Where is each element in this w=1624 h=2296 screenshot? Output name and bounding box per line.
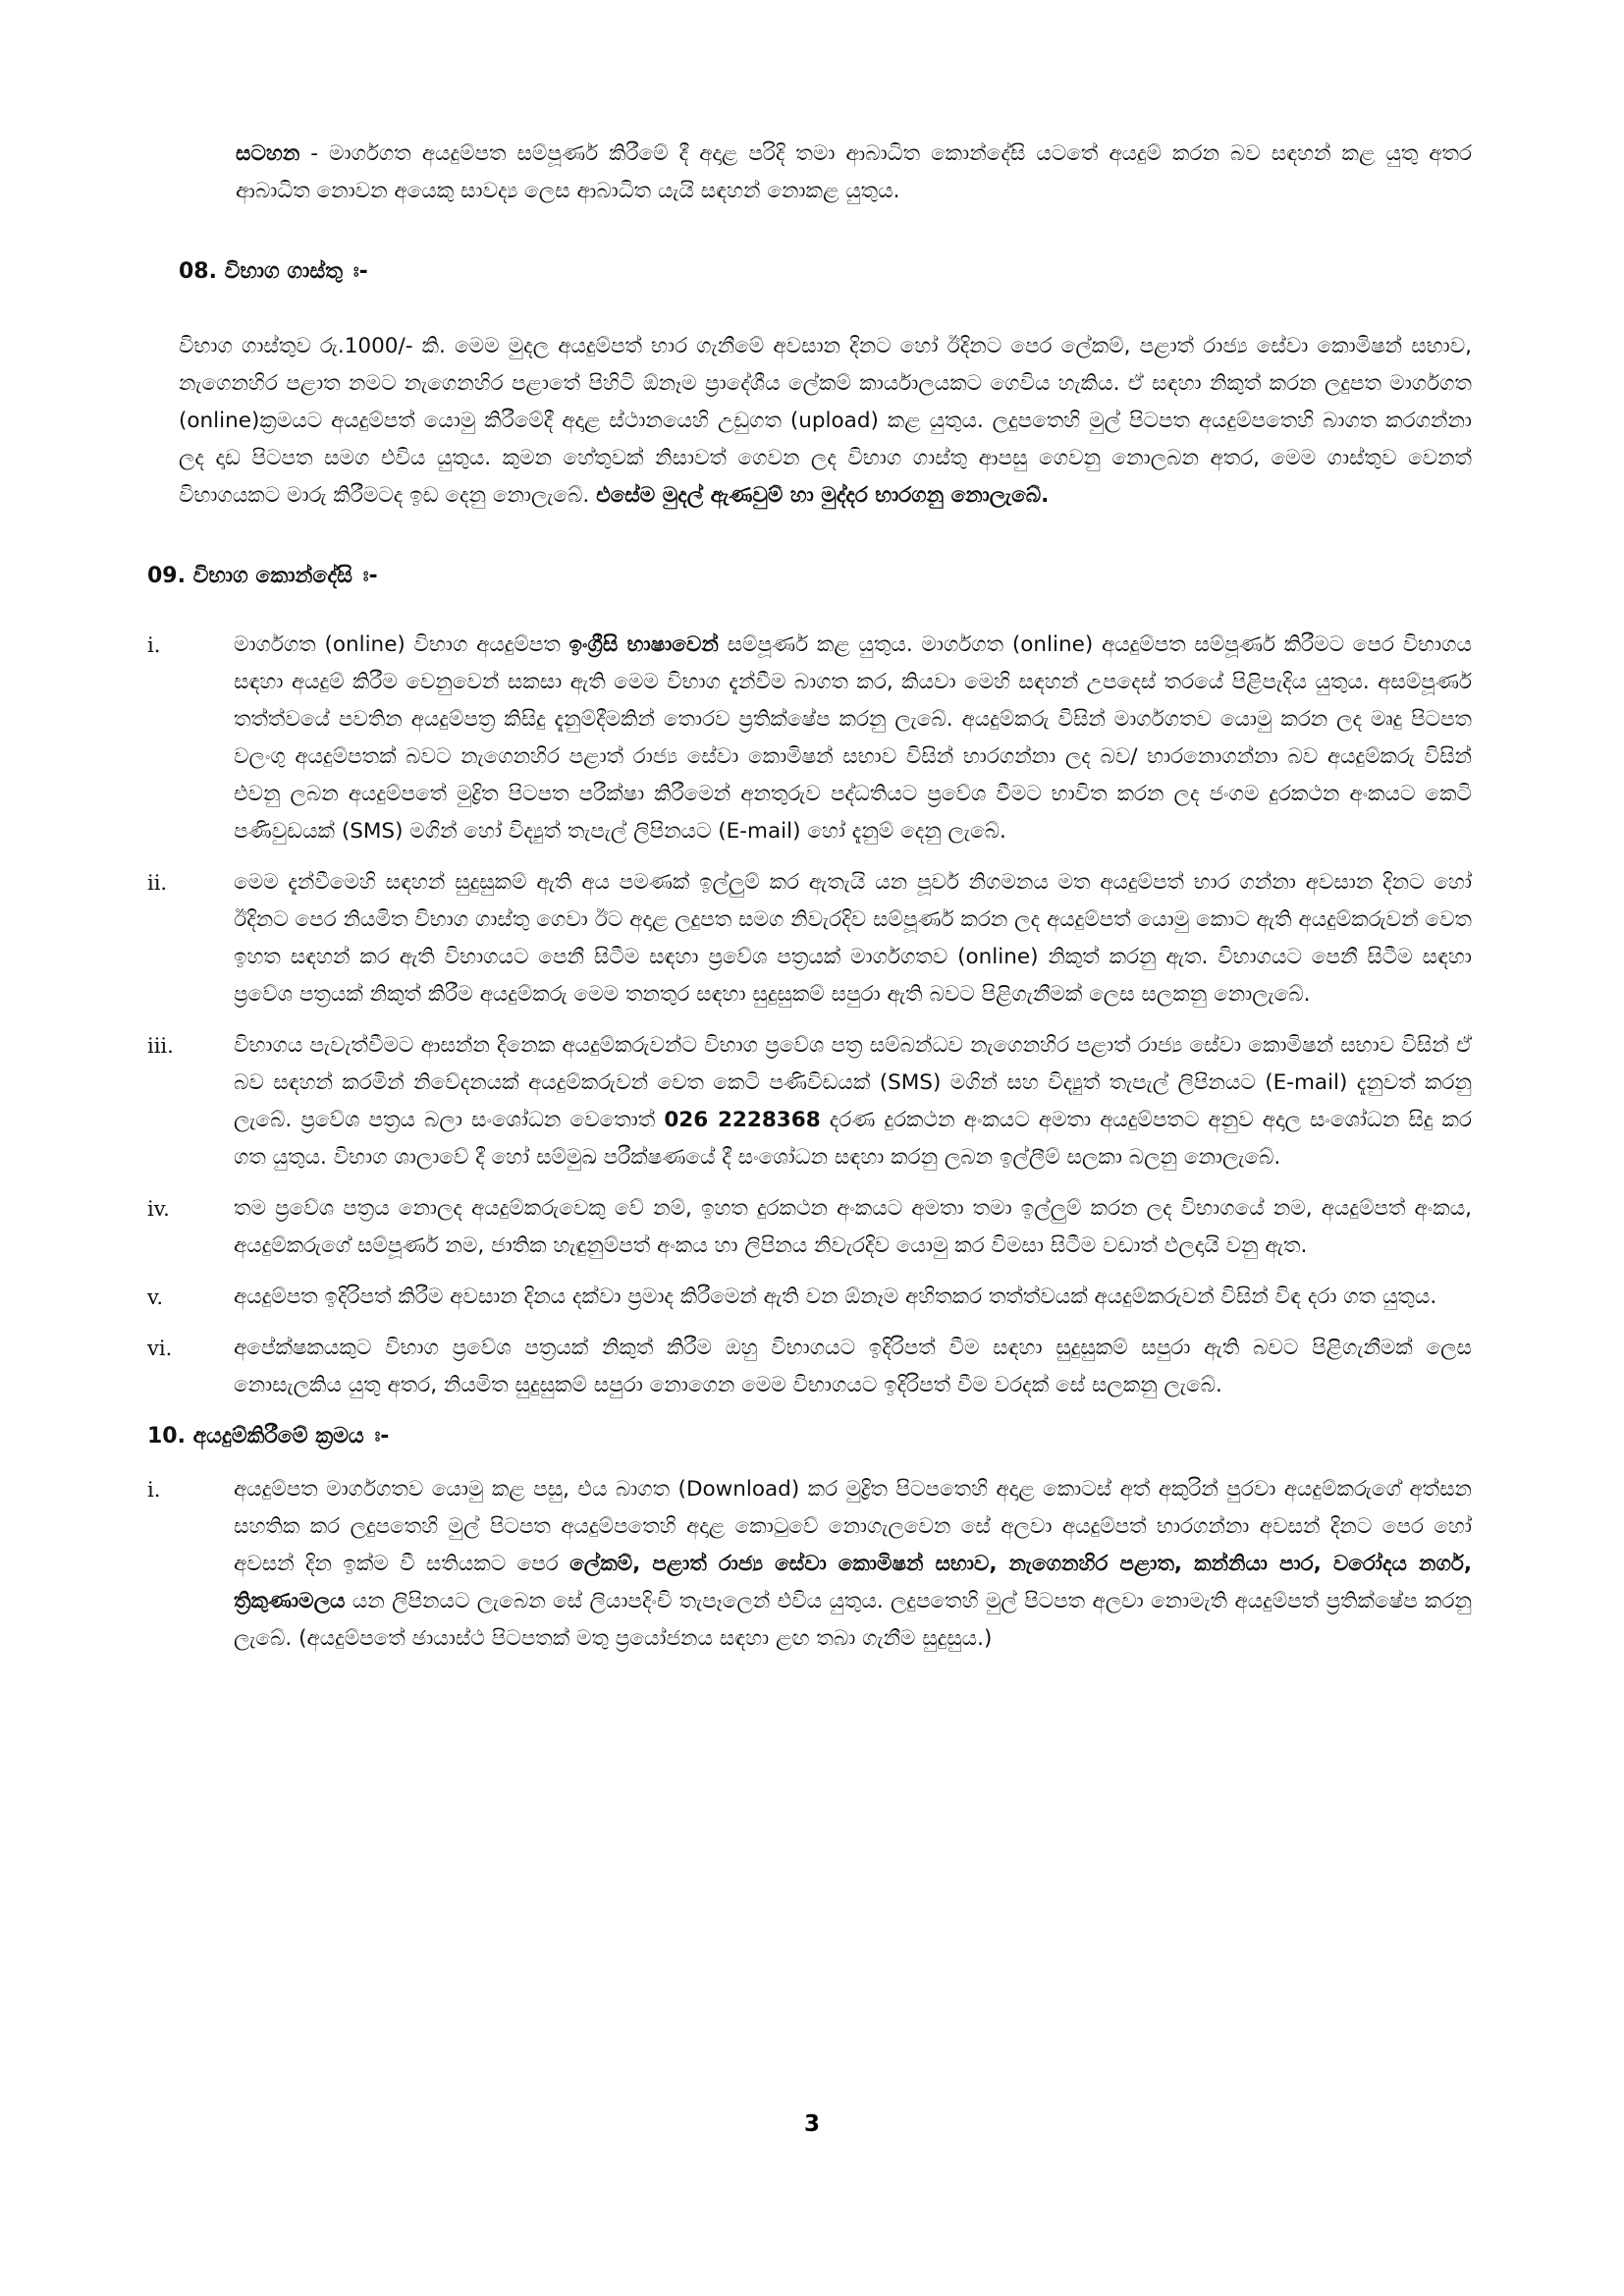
note-label: සටහන (236, 141, 300, 166)
section-10-list (147, 1471, 1472, 1658)
list-item-text: විභාගය පැවැත්වීමට ආසන්න දිනෙක අයදුම්කරුවන්ට විභාග ප්‍රවේශ පත්‍ර සම්බන්ධව නැගෙනහිර පළාත් රාජ්‍ය සේවා කොමිෂන් සභාව විසින් ඒ බව සඳහන් කරමින් නිවේදනයක් අයදුම්කරුවන් වෙත කෙටි පණිවිඩයක් (SMS) මගින් සහ විද්‍යුත් තැපැල් ලිපිනයට (E-mail) දැනුවත් කරනු ලැබේ. ප්‍රවේශ පත්‍රය බලා සංශෝධන වෙතොත් 026 2228368 දරණ දුරකථන අංකයට අමතා අයදුම්පතට අනුව අදාල සංශෝධන සිදු කර ගත යුතුය. විභාග ශාලාවේ දී හෝ සම්මුඛ පරීක්ෂණයේ දී සංශෝධන සඳහා කරනු ලබන ඉල්ලීම් සලකා බලනු නොලැබේ. (234, 1033, 1472, 1170)
list-item-number: v. (147, 1285, 164, 1309)
section-08-body (179, 328, 1472, 515)
list-item-number: vi. (147, 1337, 173, 1360)
list-item (147, 1330, 1472, 1404)
section-08-heading: 08. විභාග ගාස්තු ඃ- (179, 259, 368, 284)
list-item (147, 864, 1472, 1013)
list-item-number: i. (147, 1478, 161, 1502)
list-item (147, 1471, 1472, 1658)
section-10-heading: 10. අයදුම්කිරීමේ ක්‍රමය ඃ- (147, 1424, 390, 1449)
disability-note (236, 136, 1472, 210)
list-item-text: අයදුම්පත මාර්ගගතව යොමු කළ පසු, එය බාගත (Download) කර මුද්‍රිත පිටපතෙහි අදාළ කොටස් අත් අකුරින් පුරවා අයදුම්කරුගේ අත්සන සහතික කර ලදුපතෙහි මුල් පිටපත අයදුම්පතෙහි අදාළ කොටුවේ නොගැලවෙන සේ අලවා අයදුම්පත් භාරගන්නා අවසන් දිනට පෙර හෝ අවසන් දින ඉක්ම වී සතියකට පෙර ලේකම්, පළාත් රාජ්‍ය සේවා කොමිෂන් සභාව, නැගෙනහිර පළාත, කන්නියා පාර, වරෝදය නගර්, ත්‍රිකුණාමලය යන ලිපිනයට ලැබෙන සේ ලියාපදිංචි තැපෑලෙන් එවිය යුතුය. ලදුපතෙහි මුල් පිටපත අලවා නොමැති අයදුම්පත් ප්‍රතික්ෂේප කරනු ලැබේ. (අයදුම්පතේ ඡායාස්ථ පිටපතක් මතු ප්‍රයෝජනය සඳහා ළඟ තබා ගැනීම සුදුසුය.) (234, 1477, 1472, 1651)
list-item-text: මෙම දැන්වීමෙහි සඳහන් සුදුසුකම් ඇති අය පමණක් ඉල්ලුම් කර ඇතැයි යන පූර්ව නිගමනය මත අයදුම්පත් භාර ගන්නා අවසාන දිනට හෝ ඊදිනට පෙර නියමිත විභාග ගාස්තු ගෙවා ඊට අදාළ ලදුපත සමග නිවැරදිව සම්පූර්ණ කරන ලද අයදුම්පත් යොමු කොට ඇති අයදුම්කරුවන් වෙත ඉහත සඳහන් කර ඇති විභාගයට පෙනී සිටීම සඳහා ප්‍රවේශ පත්‍රයක් මාර්ගගතව (online) නිකුත් කරනු ඇත. විභාගයට පෙනී සිටීම සඳහා ප්‍රවේශ පත්‍රයක් නිකුත් කිරීම අයදුම්කරු මෙම තනතුර සඳහා සුදුසුකම් සපුරා ඇති බවට පිළිගැනීමක් ලෙස සලකනු නොලැබේ. (234, 870, 1472, 1007)
fee-text: විභාග ගාස්තුව රු.1000/- කි. මෙම මුදල අයදුම්පත් භාර ගැනීමේ අවසාන දිනට හෝ ඊදිනට පෙර ලේකම්, පළාත් රාජ්‍ය සේවා කොමිෂන් සභාව, නැගෙනහිර පළාත නමට නැගෙනහිර පළාතේ පිහිටි ඕනෑම ප්‍රාදේශීය ලේකම් කාර්යාලයකට ගෙවිය හැකිය. ඒ සඳහා නිකුත් කරන ලදුපත මාර්ගගත (online)ක්‍රමයට අයදුම්පත් යොමු කිරීමේදී අදාළ ස්ථානයෙහි උඩුගත (upload) කළ යුතුය. ලදුපතෙහි මුල් පිටපත අයදුම්පතෙහි බාගත කරගන්නා ලද දෘඩ පිටපත සමග එවිය යුතුය. කුමන හේතුවක් නිසාවත් ගෙවන ලද විභාග ගාස්තු ආපසු ගෙවනු නොලබන අතර, මෙම ගාස්තුව වෙනත් විභාගයකට මාරු කිරීමටද ඉඩ දෙනු නොලැබේ. (179, 334, 1472, 508)
fee-bold-text: එසේම මුදල් ඇණවුම් හා මුද්දර භාරගනු නොලැබේ. (596, 483, 1050, 508)
list-item-number: iv. (147, 1197, 170, 1221)
list-item (147, 1027, 1472, 1176)
list-item-text: මාර්ගගත (online) විභාග අයදුම්පත ඉංග්‍රීසි භාෂාවෙන් සම්පූර්ණ කළ යුතුය. මාර්ගගත (online) අයදුම්පත සම්පූර්ණ කිරීමට පෙර විභාගය සඳහා අයදුම් කිරීම වෙනුවෙන් සකසා ඇති මෙම විභාග දැන්වීම බාගත කර, කියවා මෙහි සඳහන් උපදෙස් තරයේ පිළිපැදිය යුතුය. අසම්පූර්ණ තත්ත්වයේ පවතින අයදුම්පත්‍ර කිසිදු දැනුම්දීමකින් තොරව ප්‍රතික්ෂේප කරනු ලැබේ. අයදුම්කරු විසින් මාර්ගගතව යොමු කරන ලද මෘදු පිටපත වලංගු අයදුම්පතක් බවට නැගෙනහිර පළාත් රාජ්‍ය සේවා කොමිෂන් සභාව විසින් භාරගන්නා ලද බව/ භාරනොගන්නා බව අයදුම්කරු විසින් එවනු ලබන අයදුම්පතේ මුද්‍රිත පිටපත පරීක්ෂා කිරීමෙන් අනතුරුව පද්ධතියට ප්‍රවේශ වීමට භාවිත කරන ලද ජංගම දුරකථන අංකයට කෙටි පණිවුඩයක් (SMS) මගින් හෝ විද්‍යුත් තැපැල් ලිපිනයට (E-mail) හෝ දැනුම් දෙනු ලැබේ. (234, 632, 1472, 844)
list-item-number: iii. (147, 1034, 174, 1058)
list-item (147, 1279, 1472, 1316)
note-text: - මාර්ගගත අයදුම්පත සම්පූර්ණ කිරීමේ දී අදාළ පරිදි තමා ආබාධිත කොන්දේසි යටතේ අයදුම් කරන බව සඳහන් කළ යුතු අතර ආබාධිත නොවන අයෙකු සාවද්‍ය ලෙස ආබාධිත යැයි සඳහන් නොකළ යුතුය. (236, 141, 1472, 203)
section-09-heading: 09. විභාග කොන්දේසි ඃ- (147, 564, 378, 588)
list-item (147, 1190, 1472, 1265)
list-item-text: තම ප්‍රවේශ පත්‍රය නොලද අයදුම්කරුවෙකු වේ නම්, ඉහත දුරකථන අංකයට අමතා තමා ඉල්ලුම් කරන ලද විභාගයේ නම, අයදුම්පත් අංකය, අයදුම්කරුගේ සම්පූර්ණ නම, ජාතික හැඳුනුම්පත් අංකය හා ලිපිනය නිවැරදිව යොමු කර විමසා සිටීම වඩාත් ඵලදායි වනු ඇත. (234, 1196, 1472, 1258)
list-item-number: ii. (147, 871, 168, 895)
list-item-text: අපේක්ෂකයකුට විභාග ප්‍රවේශ පත්‍රයක් නිකුත් කිරීම ඔහු විභාගයට ඉදිරිපත් වීම සඳහා සුදුසුකම් සපුරා ඇති බවට පිළිගැනීමක් ලෙස නොසැලකිය යුතු අතර, නියමිත සුදුසුකම් සපුරා නොගෙන මෙම විභාගයට ඉදිරිපත් වීම වරදක් සේ සලකනු ලැබේ. (234, 1336, 1472, 1397)
list-item (147, 627, 1472, 850)
list-item-text: අයදුම්පත ඉදිරිපත් කිරීම අවසාන දිනය දක්වා ප්‍රමාද කිරීමෙන් ඇති වන ඕනෑම අහිතකර තත්ත්වයක් අයදුම්කරුවන් විසින් විඳ දරා ගත යුතුය. (234, 1285, 1437, 1309)
page-number: 3 (803, 2111, 820, 2137)
section-09-list (147, 627, 1472, 1404)
list-item-number: i. (147, 633, 161, 657)
